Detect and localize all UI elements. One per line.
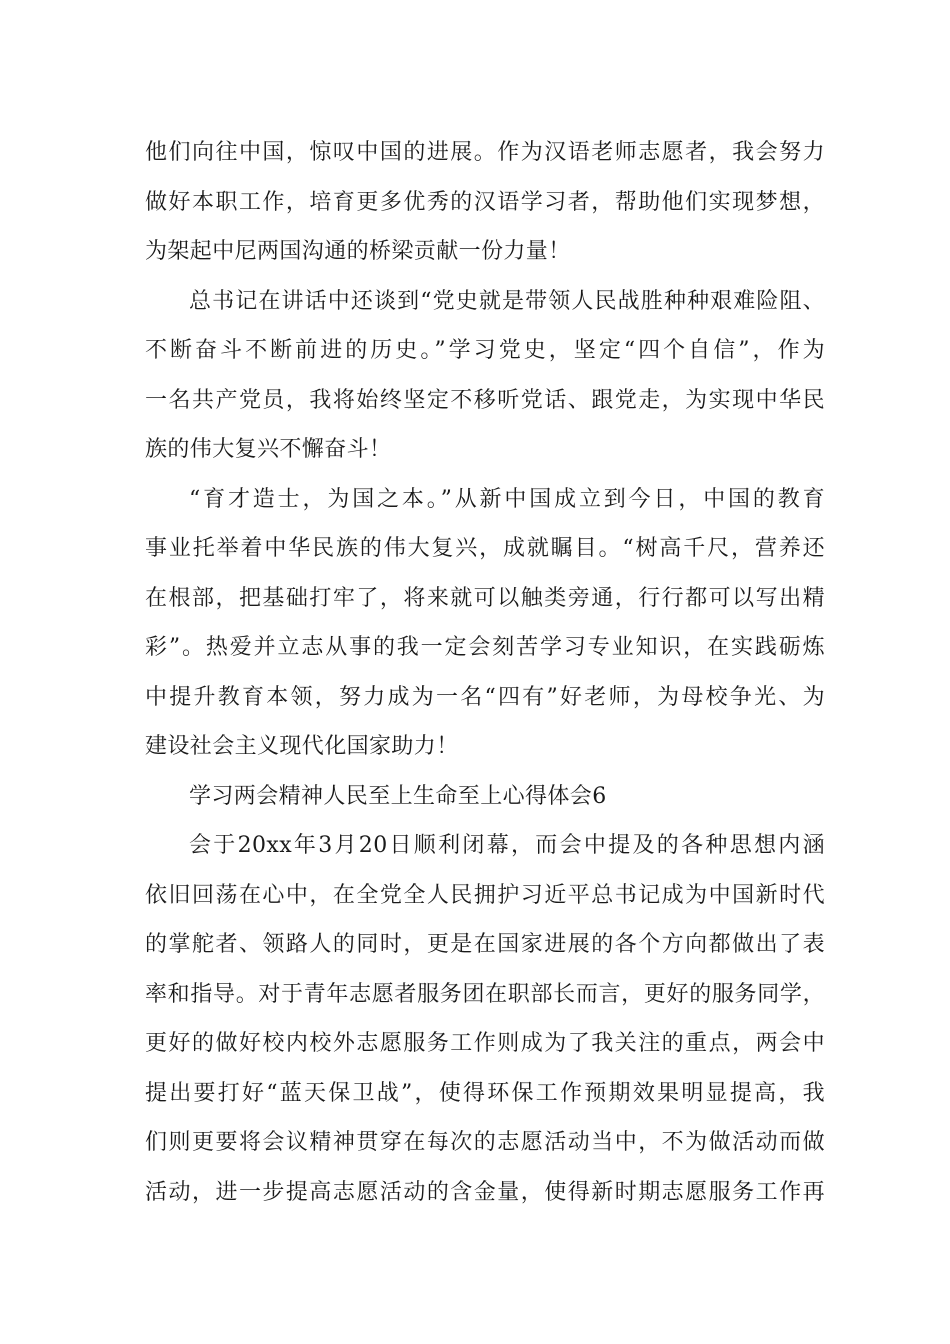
text-line: 建设社会主义现代化国家助力！ xyxy=(145,734,459,759)
text-line: 率和指导。对于青年志愿者服务团在职部长而言，更好的服务同学， xyxy=(145,981,825,1007)
document-body xyxy=(145,128,825,1217)
text-line: 族的伟大复兴不懈奋斗！ xyxy=(145,437,392,462)
text-line: 在根部，把基础打牢了，将来就可以触类旁通，行行都可以写出精 xyxy=(145,585,825,611)
text-line: 活动，进一步提高志愿活动的含金量，使得新时期志愿服务工作再 xyxy=(145,1179,825,1205)
text-line: 依旧回荡在心中，在全党全人民拥护习近平总书记成为中国新时代 xyxy=(145,882,825,908)
text-line: 的掌舵者、领路人的同时，更是在国家进展的各个方向都做出了表 xyxy=(145,932,825,957)
paragraph-first-line: “育才造士，为国之本。”从新中国成立到今日，中国的教育 xyxy=(189,486,825,512)
text-line: 提出要打好“蓝天保卫战”，使得环保工作预期效果明显提高，我 xyxy=(145,1080,825,1106)
paragraph-first-line: 总书记在讲话中还谈到“党史就是带领人民战胜种种艰难险阻、 xyxy=(189,288,825,314)
text-line: 为架起中尼两国沟通的桥梁贡献一份力量！ xyxy=(145,239,571,264)
text-line: 不断奋斗不断前进的历史。”学习党史，坚定“四个自信”，作为 xyxy=(145,338,825,363)
text-line: 事业托举着中华民族的伟大复兴，成就瞩目。“树高千尺，营养还 xyxy=(145,536,825,561)
section-heading: 学习两会精神人民至上生命至上心得体会6 xyxy=(189,783,607,809)
text-line: 中提升教育本领，努力成为一名“四有”好老师，为母校争光、为 xyxy=(145,684,825,710)
text-line: 一名共产党员，我将始终坚定不移听党话、跟党走，为实现中华民 xyxy=(145,387,825,413)
text-line: 他们向往中国，惊叹中国的进展。作为汉语老师志愿者，我会努力 xyxy=(145,140,825,165)
text-line: 做好本职工作，培育更多优秀的汉语学习者，帮助他们实现梦想， xyxy=(145,189,825,215)
text-line: 们则更要将会议精神贯穿在每次的志愿活动当中，不为做活动而做 xyxy=(145,1130,825,1155)
paragraph-first-line: 会于20xx年3月20日顺利闭幕，而会中提及的各种思想内涵 xyxy=(189,833,825,858)
text-line: 彩”。热爱并立志从事的我一定会刻苦学习专业知识，在实践砺炼 xyxy=(145,635,825,660)
text-line: 更好的做好校内校外志愿服务工作则成为了我关注的重点，两会中 xyxy=(145,1031,825,1056)
